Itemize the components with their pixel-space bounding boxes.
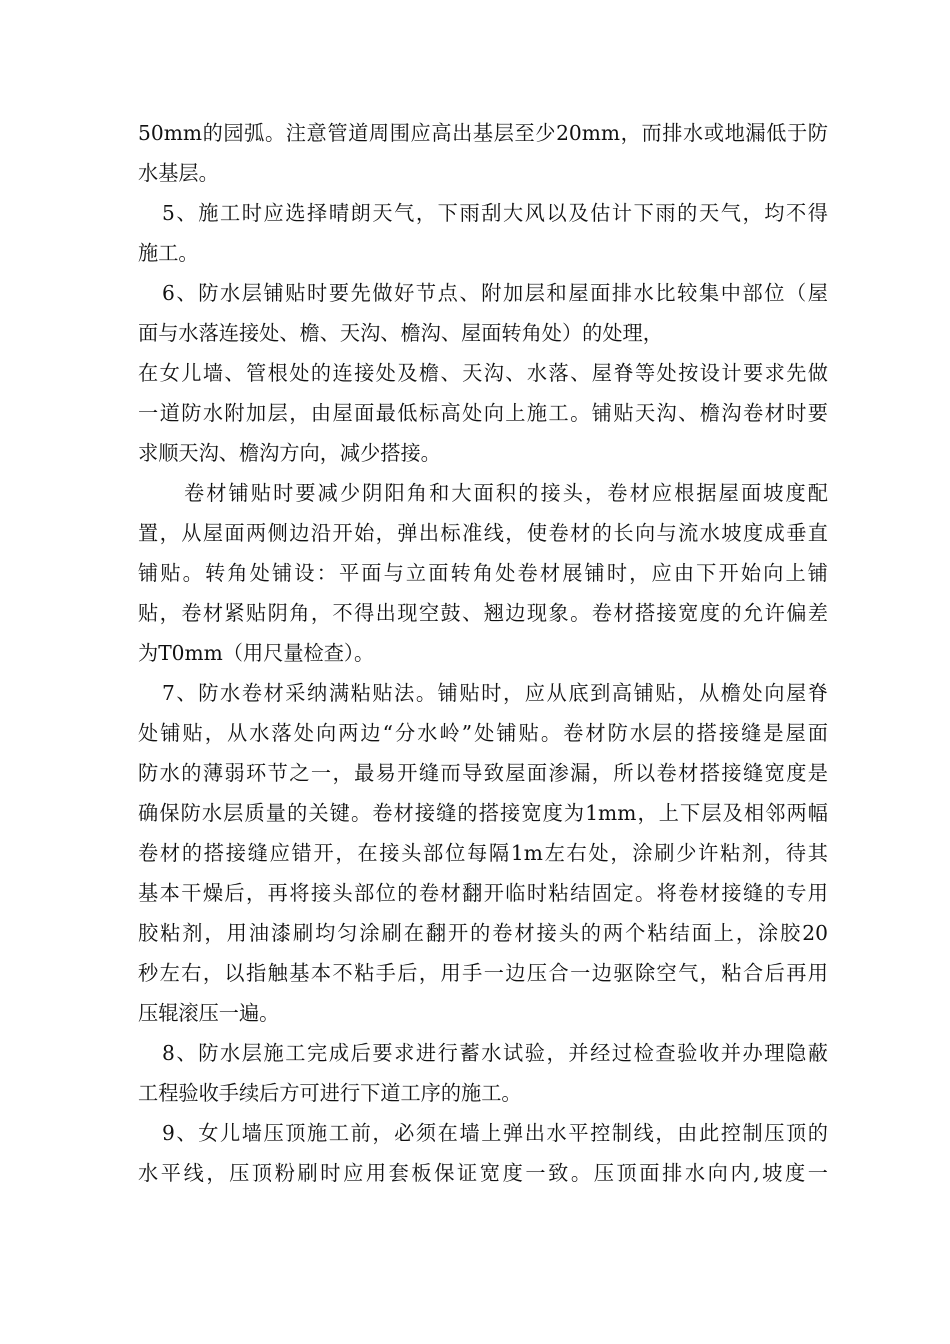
text-line: 水平线，压顶粉刷时应用套板保证宽度一致。压顶面排水向内,坡度一 bbox=[138, 1161, 828, 1185]
text-line: 8、防水层施工完成后要求进行蓄水试验，并经过检查验收并办理隐蔽 bbox=[162, 1041, 828, 1065]
text-line: 卷材铺贴时要减少阴阳角和大面积的接头，卷材应根据屋面坡度配 bbox=[184, 481, 828, 505]
text-line: 施工。 bbox=[138, 241, 199, 265]
text-line: 求顺天沟、檐沟方向，减少搭接。 bbox=[138, 441, 441, 465]
text-line: 基本干燥后，再将接头部位的卷材翻开临时粘结固定。将卷材接缝的专用 bbox=[138, 881, 828, 905]
text-line: 处铺贴，从水落处向两边“分水岭”处铺贴。卷材防水层的搭接缝是屋面 bbox=[138, 721, 828, 745]
document-body bbox=[138, 113, 828, 1193]
text-line: 5、施工时应选择晴朗天气，下雨刮大风以及估计下雨的天气，均不得 bbox=[162, 201, 828, 225]
text-line: 9、女儿墙压顶施工前，必须在墙上弹出水平控制线，由此控制压顶的 bbox=[162, 1121, 828, 1145]
text-line: 水基层。 bbox=[138, 161, 219, 185]
text-line: 卷材的搭接缝应错开，在接头部位每隔1m左右处，涂刷少许粘剂，待其 bbox=[138, 841, 828, 865]
text-line: 防水的薄弱环节之一，最易开缝而导致屋面渗漏，所以卷材搭接缝宽度是 bbox=[138, 761, 828, 785]
text-line: 7、防水卷材采纳满粘贴法。铺贴时，应从底到高铺贴，从檐处向屋脊 bbox=[162, 681, 828, 705]
text-line: 为T0mm（用尺量检查）。 bbox=[138, 641, 375, 665]
text-line: 秒左右，以指触基本不粘手后，用手一边压合一边驱除空气，粘合后再用 bbox=[138, 961, 828, 985]
text-line: 工程验收手续后方可进行下道工序的施工。 bbox=[138, 1081, 522, 1105]
text-line: 置，从屋面两侧边沿开始，弹出标准线，使卷材的长向与流水坡度成垂直 bbox=[138, 521, 828, 545]
text-line: 确保防水层质量的关键。卷材接缝的搭接宽度为1mm，上下层及相邻两幅 bbox=[138, 801, 828, 825]
text-line: 铺贴。转角处铺设：平面与立面转角处卷材展铺时，应由下开始向上铺 bbox=[138, 561, 828, 585]
text-line: 胶粘剂，用油漆刷均匀涂刷在翻开的卷材接头的两个粘结面上，涂胶20 bbox=[138, 921, 828, 945]
text-line: 一道防水附加层，由屋面最低标高处向上施工。铺贴天沟、檐沟卷材时要 bbox=[138, 401, 828, 425]
text-line: 面与水落连接处、檐、天沟、檐沟、屋面转角处）的处理， bbox=[138, 321, 663, 345]
text-line: 压辊滚压一遍。 bbox=[138, 1001, 280, 1025]
text-line: 50mm的园弧。注意管道周围应高出基层至少20mm，而排水或地漏低于防 bbox=[138, 121, 828, 145]
text-line: 6、防水层铺贴时要先做好节点、附加层和屋面排水比较集中部位（屋 bbox=[162, 281, 828, 305]
text-line: 贴，卷材紧贴阴角，不得出现空鼓、翘边现象。卷材搭接宽度的允许偏差 bbox=[138, 601, 828, 625]
text-line: 在女儿墙、管根处的连接处及檐、天沟、水落、屋脊等处按设计要求先做 bbox=[138, 361, 828, 385]
